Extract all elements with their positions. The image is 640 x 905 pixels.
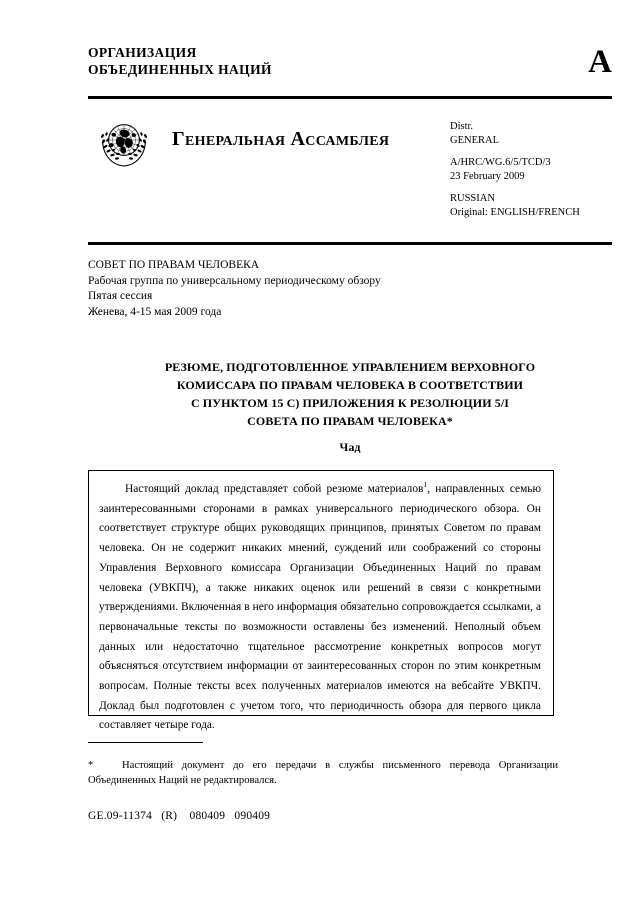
header-divider-top <box>88 96 612 99</box>
footnote-text: Настоящий документ до его передачи в службы письменного перевода Организации Объединенных Наций не редактировался. <box>88 760 558 786</box>
footnote-marker: * <box>88 760 94 771</box>
distribution-value: GENERAL <box>450 134 499 146</box>
organization-name <box>88 44 612 78</box>
working-group-name: Рабочая группа по универсальному периодическому обзору <box>88 274 381 287</box>
abstract-paragraph <box>89 471 553 744</box>
abstract-part-1: Настоящий доклад представляет собой резюме материалов <box>125 483 424 495</box>
council-session-block <box>88 258 381 320</box>
distribution-block <box>450 120 620 219</box>
abstract-footnote-marker: 1 <box>423 480 428 490</box>
footnote <box>88 758 558 788</box>
country-name: Чад <box>339 440 361 454</box>
page-title-line-2: КОМИССАРА ПО ПРАВАМ ЧЕЛОВЕКА В СООТВЕТСТВИИ <box>176 378 524 392</box>
document-date: 23 February 2009 <box>450 170 525 182</box>
session-number: Пятая сессия <box>88 290 153 302</box>
abstract-box <box>88 470 554 732</box>
document-symbol-number: A/HRC/WG.6/5/TCD/3 <box>450 157 551 168</box>
header-divider-bottom <box>88 242 612 245</box>
organization-name-line-1: ОРГАНИЗАЦИЯ <box>88 45 197 60</box>
un-emblem-icon <box>96 118 152 170</box>
document-code: GE.09-11374 (R) 080409 090409 <box>88 810 271 822</box>
document-original-language: Original: ENGLISH/FRENCH <box>450 206 580 218</box>
assembly-symbol-letter: A <box>588 44 612 80</box>
page-title-line-4: СОВЕТА ПО ПРАВАМ ЧЕЛОВЕКА* <box>247 414 453 428</box>
document-language: RUSSIAN <box>450 193 495 204</box>
page-title <box>88 358 612 430</box>
footnote-separator <box>88 742 203 743</box>
assembly-header-row <box>88 116 612 218</box>
masthead <box>88 44 612 78</box>
spacer <box>450 147 620 156</box>
page-title-line-1: РЕЗЮМЕ, ПОДГОТОВЛЕННОЕ УПРАВЛЕНИЕМ ВЕРХОВНОГО <box>164 360 536 374</box>
distribution-label: Distr. <box>450 121 474 132</box>
spacer <box>450 183 620 192</box>
organization-name-line-2: ОБЪЕДИНЕННЫХ НАЦИЙ <box>88 62 272 77</box>
session-venue-dates: Женева, 4-15 мая 2009 года <box>88 305 222 318</box>
council-name: СОВЕТ ПО ПРАВАМ ЧЕЛОВЕКА <box>88 259 260 271</box>
assembly-title: Генеральная Ассамблея <box>172 128 390 150</box>
page-title-line-3: С ПУНКТОМ 15 C) ПРИЛОЖЕНИЯ К РЕЗОЛЮЦИИ 5/I <box>190 396 510 410</box>
abstract-part-2: , направленных семью заинтересованными сторонами в рамках универсального периодического обзора. Он соответствует структуре общих руководящих принципов, принятых Советом по правам человека. Он не содержит никаких мнений, суждений или соображений со стороны Управления Верховного комиссара Организации Объединенных Наций по правам человека (УВКПЧ), а также никаких оценок или решений в связи с конкретными утверждениями. Включенная в него информация обязательно сопровождается ссылками, а первоначальные тексты по возможности оставлены без изменений. Неполный объем данных или недостаточно тщательное рассмотрение конкретных вопросов могут объясняться отсутствием информации от заинтересованных сторон по этим конкретным вопросам. Полные тексты всех полученных материалов имеются на вебсайте УВКПЧ. Доклад был подготовлен с учетом того, что периодичность обзора для первого цикла составляет четыре года. <box>99 483 542 732</box>
